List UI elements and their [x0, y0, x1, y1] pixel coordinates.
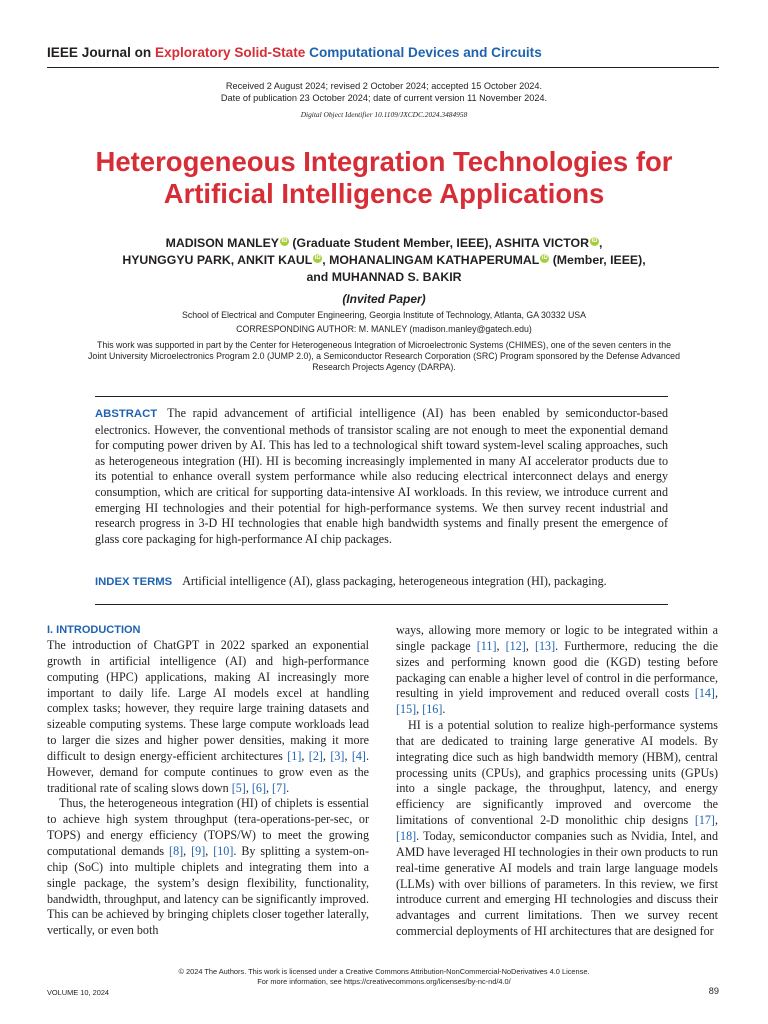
author-membership: (Member, IEEE),	[549, 253, 646, 267]
paragraph-text: . Furthermore, reducing the die sizes and performing known good die (KGD) testing before packaging can enable a higher level of control in die performance, resulting in yield improvement and reduced overall costs	[396, 638, 719, 701]
page-number: 89	[708, 986, 719, 996]
citation-link[interactable]: [13]	[534, 638, 556, 653]
citation-link[interactable]: [16]	[422, 702, 443, 717]
citation-link[interactable]: [14]	[694, 686, 715, 701]
history-line-2: Date of publication 23 October 2024; date of current version 11 November 2024.	[220, 92, 548, 103]
citation-link[interactable]: [5]	[231, 780, 246, 795]
author-name: HYUNGGYU PARK,	[122, 253, 238, 267]
citation-link[interactable]: [2]	[308, 748, 323, 763]
orcid-icon[interactable]: iD	[314, 255, 321, 261]
body-column-right	[396, 623, 718, 940]
volume-label: VOLUME 10, 2024	[47, 988, 110, 997]
orcid-icon[interactable]: iD	[591, 238, 598, 244]
journal-name-part1: IEEE Journal on	[47, 45, 156, 60]
paragraph-text: . By splitting a system-on-chip (SoC) into multiple chiplets and integrating them into a single package, the system’s design flexibility, functionality, bandwidth, throughput, and latency can be significantly improved. This can be achieved by bringing chiplets closer together laterally, vertically, or even both	[47, 843, 369, 938]
abstract-text: The rapid advancement of artificial intelligence (AI) has been enabled by semiconductor-based electronics. However, the conventional methods of transistor scaling are not enough to meet the exponential demand for computing power driven by AI. This has led to a technological shift toward system-level scaling approaches, such as heterogeneous integration (HI). HI is becoming increasingly implemented in many AI accelerator products due to its potential to enhance overall system performance while also reducing electrical interconnect delays and energy consumption, which are critical for supporting data-intensive AI workloads. In this review, we introduce current and emerging HI technologies and their potential for high-performance systems. We then survey recent industrial and research progress in 3-D HI technologies that enable high bandwidth systems and finally present the emergence of glass core packaging for high-performance AI chip packages.	[95, 406, 668, 546]
paper-title	[60, 146, 708, 210]
paragraph: Thus, the heterogeneous integration (HI) of chiplets is essential to achieve high system throughput (tera-operations-per-sec, or TOPS) and energy efficiency (TOPS/W) to meet the growing computational demands [8], [9], [10]. By splitting a system-on-chip (SoC) into multiple chiplets and integrating them into a single package, the system’s design flexibility, functionality, bandwidth, throughput, and latency can be significantly improved. This can be achieved by bringing chiplets closer together laterally, vertically, or even both	[47, 796, 369, 938]
citation-link[interactable]: [3]	[330, 748, 345, 763]
citation-link[interactable]: [10]	[213, 843, 234, 858]
paragraph-text: ways, allowing more memory or logic to be integrated within a single package	[396, 623, 718, 653]
doi[interactable]: Digital Object Identifier 10.1109/JXCDC.2024.3484958	[300, 110, 468, 119]
citation-link[interactable]: [8]	[169, 843, 184, 858]
citation-link[interactable]: [11]	[476, 638, 497, 653]
invited-paper-label: (Invited Paper)	[342, 292, 426, 306]
citation-link[interactable]: [15]	[396, 702, 417, 717]
funding-note: This work was supported in part by the Center for Heterogeneous Integration of Microelectronic Systems (CHIMES), one of the seven centers in the Joint University Microelectronics Program 2.0 (JUMP 2.0), a Semiconductor Research Corporation (SRC) Program sponsored by the Defense Advanced Research Projects Agency (DARPA).	[88, 340, 680, 373]
license-line-1: © 2024 The Authors. This work is licensed under a Creative Commons Attribution-NonCommercial-NoDerivatives 4.0 License.	[178, 967, 590, 976]
paragraph-text: . Today, semiconductor companies such as Nvidia, Intel, and AMD have leveraged HI technologies in their own products to run real-time generative AI models and train large language models (LLMs) with over billions of parameters. In this review, we first introduce current and emerging HI technologies and discuss their advantages and current limitations. Then we survey recent commercial deployments of HI architectures that are designed for	[396, 828, 718, 939]
license-line-2[interactable]: For more information, see https://creativecommons.org/licenses/by-nc-nd/4.0/	[257, 976, 511, 986]
orcid-icon[interactable]: iD	[541, 255, 548, 261]
paragraph: ways, allowing more memory or logic to be integrated within a single package [11], [12], [13]. Furthermore, reducing the die sizes and performing known good die (KGD) testing before packaging can enable a higher level of control in die performance, resulting in yield improvement and reduced overall costs [14], [15], [16].	[396, 623, 719, 717]
citation-link[interactable]: [6]	[251, 780, 266, 795]
paragraph: The introduction of ChatGPT in 2022 sparked an exponential growth in artificial intelligence (AI) and high-performance computing (HPC) applications, making AI increasingly more important to daily life. Large AI models excel at handling complex tasks; however, they require large training datasets and sizeable computing systems. These large compute workloads lead to larger die sizes and higher power densities, making it more difficult to design energy-efficient architectures [1], [2], [3], [4]. However, demand for compute continues to grow even as the traditional rate of scaling slows down [5], [6], [7].	[47, 638, 369, 795]
title-line-1: Heterogeneous Integration Technologies for	[95, 146, 673, 177]
journal-name-part2: Exploratory Solid-State	[155, 45, 306, 60]
corresponding-author: CORRESPONDING AUTHOR: M. MANLEY (madison.manley@gatech.edu)	[236, 324, 532, 334]
paragraph-text: Thus, the heterogeneous integration (HI) of chiplets is essential to achieve high system throughput (tera-operations-per-sec, or TOPS) and energy efficiency (TOPS/W) to meet the growing computational demands	[47, 796, 369, 858]
citation-link[interactable]: [9]	[191, 843, 206, 858]
paragraph-text: The introduction of ChatGPT in 2022 sparked an exponential growth in artificial intelligence (AI) and high-performance computing (HPC) applications, making AI increasingly more important to daily life. Large AI models excel at handling complex tasks; however, they require large training datasets and sizeable computing systems. These large compute workloads lead to larger die sizes and higher power densities, making it more difficult to design energy-efficient architectures	[47, 638, 369, 763]
author-name: MADISON MANLEY	[165, 236, 279, 250]
citation-link[interactable]: [7]	[272, 780, 287, 795]
journal-name	[47, 45, 542, 60]
license-notice	[0, 967, 768, 986]
author-name: ASHITA VICTOR	[494, 236, 589, 250]
citation-link[interactable]: [17]	[694, 813, 715, 828]
section-heading: I. INTRODUCTION	[47, 624, 141, 636]
author-name: ANKIT KAUL	[237, 253, 313, 267]
body-column-left	[47, 623, 369, 939]
author-name: and MUHANNAD S. BAKIR	[306, 270, 462, 284]
header-divider	[47, 67, 719, 68]
paragraph-text: . However, demand for compute continues to grow even as the traditional rate of scaling slows down	[47, 748, 369, 795]
abstract-label: ABSTRACT	[95, 408, 158, 420]
abstract	[95, 406, 668, 547]
citation-link[interactable]: [12]	[505, 638, 526, 653]
index-terms-text: Artificial intelligence (AI), glass packaging, heterogeneous integration (HI), packaging.	[182, 574, 607, 588]
citation-link[interactable]: [4]	[351, 748, 366, 763]
paragraph-text: HI is a potential solution to realize high-performance systems that are dedicated to training large generative AI models. By integrating dice such as high bandwidth memory (HBM), central processing units (CPUs), and graphics processing units (GPUs) into a single package, the throughput, latency, and energy efficiency are significantly improved and overcome the limitations of conventional 2-D monolithic chip designs	[396, 718, 718, 828]
publication-history	[0, 81, 768, 104]
index-terms-label: INDEX TERMS	[95, 576, 173, 588]
author-separator: ,	[322, 253, 330, 267]
author-separator: ,	[598, 236, 603, 250]
orcid-icon[interactable]: iD	[281, 238, 288, 244]
affiliation: School of Electrical and Computer Engineering, Georgia Institute of Technology, Atlanta, GA 30332 USA	[181, 310, 587, 320]
paragraph: HI is a potential solution to realize high-performance systems that are dedicated to training large generative AI models. By integrating dice such as high bandwidth memory (HBM), central processing units (CPUs), and graphics processing units (GPUs) into a single package, the throughput, latency, and energy efficiency are significantly improved and overcome the limitations of conventional 2-D monolithic chip designs [17], [18]. Today, semiconductor companies such as Nvidia, Intel, and AMD have leveraged HI technologies in their own products to run real-time generative AI models and train large language models (LLMs) with over billions of parameters. In this review, we first introduce current and emerging HI technologies and discuss their advantages and current limitations. Then we survey recent commercial deployments of HI architectures that are designed for	[396, 718, 718, 939]
title-line-2: Artificial Intelligence Applications	[163, 178, 605, 209]
history-line-1: Received 2 August 2024; revised 2 October 2024; accepted 15 October 2024.	[225, 81, 543, 91]
author-membership: (Graduate Student Member, IEEE),	[289, 236, 495, 250]
citation-link[interactable]: [18]	[396, 828, 417, 843]
abstract-bottom-divider	[95, 604, 668, 605]
author-name: MOHANALINGAM KATHAPERUMAL	[329, 253, 540, 267]
journal-name-part3: Computational Devices and Circuits	[305, 45, 542, 60]
index-terms	[95, 574, 668, 591]
citation-link[interactable]: [1]	[287, 748, 302, 763]
abstract-top-divider	[95, 396, 668, 397]
author-list	[60, 235, 708, 286]
